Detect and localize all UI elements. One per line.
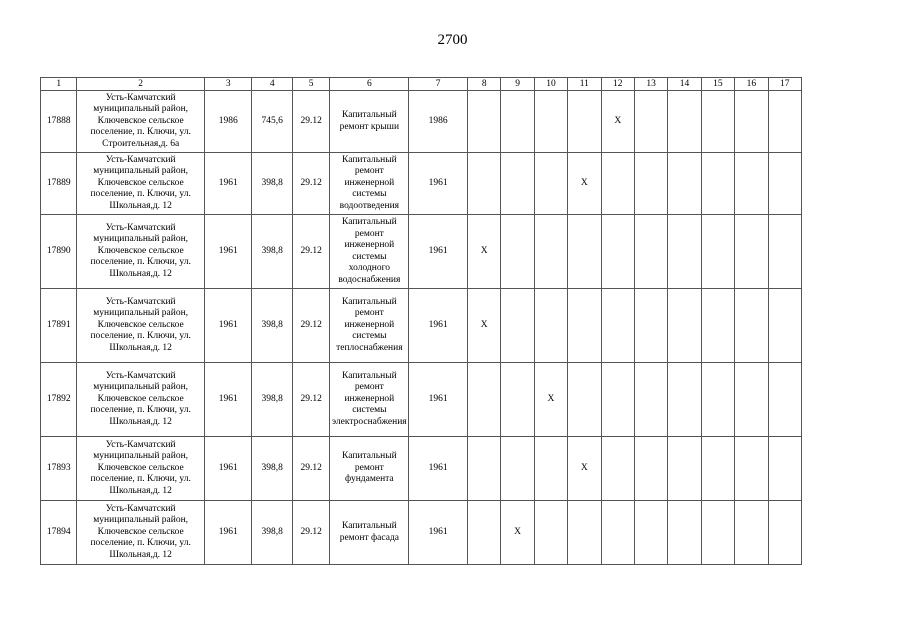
mark-cell: X — [468, 215, 501, 289]
empty-cell — [634, 501, 667, 565]
year-cell: 1961 — [204, 289, 252, 363]
mark-cell: X — [534, 363, 567, 437]
work-cell: Капитальный ремонт инженерной системы холодного водоснабжения — [330, 215, 409, 289]
empty-cell — [768, 363, 801, 437]
empty-cell — [735, 91, 768, 153]
empty-cell — [501, 363, 534, 437]
empty-cell — [768, 289, 801, 363]
empty-cell — [768, 91, 801, 153]
empty-cell — [468, 501, 501, 565]
empty-cell — [735, 437, 768, 501]
empty-cell — [735, 363, 768, 437]
area-cell: 398,8 — [252, 437, 292, 501]
empty-cell — [468, 153, 501, 215]
column-header: 5 — [292, 78, 329, 91]
work-year-cell: 1961 — [409, 289, 468, 363]
year-cell: 1961 — [204, 437, 252, 501]
empty-cell — [634, 289, 667, 363]
empty-cell — [701, 289, 734, 363]
empty-cell — [701, 91, 734, 153]
empty-cell — [501, 289, 534, 363]
area-cell: 745,6 — [252, 91, 292, 153]
empty-cell — [468, 437, 501, 501]
year-cell: 1961 — [204, 501, 252, 565]
code-cell: 29.12 — [292, 215, 329, 289]
address-cell: Усть-Камчатский муниципальный район, Ключевское сельское поселение, п. Ключи, ул. Школьная,д. 12 — [77, 289, 205, 363]
empty-cell — [468, 363, 501, 437]
work-cell: Капитальный ремонт инженерной системы водоотведения — [330, 153, 409, 215]
area-cell: 398,8 — [252, 153, 292, 215]
empty-cell — [501, 437, 534, 501]
work-year-cell: 1961 — [409, 363, 468, 437]
id-cell: 17892 — [41, 363, 77, 437]
table-row — [41, 437, 802, 501]
empty-cell — [768, 153, 801, 215]
empty-cell — [468, 91, 501, 153]
table-row — [41, 289, 802, 363]
empty-cell — [601, 501, 634, 565]
work-cell: Капитальный ремонт фундамента — [330, 437, 409, 501]
area-cell: 398,8 — [252, 289, 292, 363]
code-cell: 29.12 — [292, 289, 329, 363]
empty-cell — [534, 501, 567, 565]
work-year-cell: 1961 — [409, 501, 468, 565]
mark-cell: X — [468, 289, 501, 363]
column-header: 15 — [701, 78, 734, 91]
empty-cell — [568, 91, 601, 153]
empty-cell — [501, 91, 534, 153]
address-cell: Усть-Камчатский муниципальный район, Ключевское сельское поселение, п. Ключи, ул. Школьная,д. 12 — [77, 437, 205, 501]
area-cell: 398,8 — [252, 501, 292, 565]
empty-cell — [768, 215, 801, 289]
mark-cell: X — [501, 501, 534, 565]
work-year-cell: 1961 — [409, 215, 468, 289]
mark-cell: X — [568, 437, 601, 501]
empty-cell — [601, 215, 634, 289]
table-row — [41, 153, 802, 215]
column-header: 7 — [409, 78, 468, 91]
empty-cell — [735, 153, 768, 215]
empty-cell — [768, 501, 801, 565]
empty-cell — [735, 289, 768, 363]
empty-cell — [568, 215, 601, 289]
column-header: 4 — [252, 78, 292, 91]
empty-cell — [668, 153, 701, 215]
year-cell: 1961 — [204, 363, 252, 437]
address-cell: Усть-Камчатский муниципальный район, Ключевское сельское поселение, п. Ключи, ул. Школьная,д. 12 — [77, 363, 205, 437]
empty-cell — [701, 363, 734, 437]
empty-cell — [601, 363, 634, 437]
table-row — [41, 91, 802, 153]
id-cell: 17890 — [41, 215, 77, 289]
work-year-cell: 1986 — [409, 91, 468, 153]
empty-cell — [668, 289, 701, 363]
area-cell: 398,8 — [252, 363, 292, 437]
empty-cell — [701, 215, 734, 289]
empty-cell — [568, 363, 601, 437]
empty-cell — [601, 437, 634, 501]
empty-cell — [601, 153, 634, 215]
code-cell: 29.12 — [292, 363, 329, 437]
empty-cell — [668, 437, 701, 501]
empty-cell — [768, 437, 801, 501]
column-header: 12 — [601, 78, 634, 91]
empty-cell — [634, 437, 667, 501]
column-header: 13 — [634, 78, 667, 91]
empty-cell — [701, 153, 734, 215]
empty-cell — [534, 153, 567, 215]
column-header: 9 — [501, 78, 534, 91]
area-cell: 398,8 — [252, 215, 292, 289]
empty-cell — [735, 215, 768, 289]
year-cell: 1961 — [204, 215, 252, 289]
column-header: 10 — [534, 78, 567, 91]
empty-cell — [534, 289, 567, 363]
work-cell: Капитальный ремонт инженерной системы теплоснабжения — [330, 289, 409, 363]
work-year-cell: 1961 — [409, 437, 468, 501]
empty-cell — [701, 437, 734, 501]
empty-cell — [534, 91, 567, 153]
register-table — [40, 77, 802, 565]
empty-cell — [701, 501, 734, 565]
id-cell: 17894 — [41, 501, 77, 565]
address-cell: Усть-Камчатский муниципальный район, Ключевское сельское поселение, п. Ключи, ул. Школьная,д. 12 — [77, 153, 205, 215]
table-row — [41, 363, 802, 437]
column-header: 8 — [468, 78, 501, 91]
column-header: 1 — [41, 78, 77, 91]
code-cell: 29.12 — [292, 91, 329, 153]
id-cell: 17889 — [41, 153, 77, 215]
empty-cell — [534, 437, 567, 501]
column-header: 11 — [568, 78, 601, 91]
work-cell: Капитальный ремонт крыши — [330, 91, 409, 153]
work-year-cell: 1961 — [409, 153, 468, 215]
column-header: 14 — [668, 78, 701, 91]
mark-cell: X — [601, 91, 634, 153]
empty-cell — [668, 91, 701, 153]
column-number-row — [41, 78, 802, 91]
year-cell: 1986 — [204, 91, 252, 153]
address-cell: Усть-Камчатский муниципальный район, Ключевское сельское поселение, п. Ключи, ул. Школьная,д. 12 — [77, 215, 205, 289]
page-number: 2700 — [437, 32, 468, 48]
address-cell: Усть-Камчатский муниципальный район, Ключевское сельское поселение, п. Ключи, ул. Школьная,д. 12 — [77, 501, 205, 565]
empty-cell — [601, 289, 634, 363]
column-header: 16 — [735, 78, 768, 91]
column-header: 3 — [204, 78, 252, 91]
mark-cell: X — [568, 153, 601, 215]
empty-cell — [568, 289, 601, 363]
code-cell: 29.12 — [292, 153, 329, 215]
empty-cell — [668, 363, 701, 437]
year-cell: 1961 — [204, 153, 252, 215]
table-row — [41, 501, 802, 565]
empty-cell — [634, 91, 667, 153]
id-cell: 17891 — [41, 289, 77, 363]
empty-cell — [534, 215, 567, 289]
column-header: 6 — [330, 78, 409, 91]
empty-cell — [501, 153, 534, 215]
empty-cell — [668, 215, 701, 289]
work-cell: Капитальный ремонт фасада — [330, 501, 409, 565]
empty-cell — [634, 363, 667, 437]
empty-cell — [668, 501, 701, 565]
code-cell: 29.12 — [292, 501, 329, 565]
empty-cell — [735, 501, 768, 565]
code-cell: 29.12 — [292, 437, 329, 501]
empty-cell — [634, 153, 667, 215]
id-cell: 17888 — [41, 91, 77, 153]
column-header: 2 — [77, 78, 205, 91]
address-cell: Усть-Камчатский муниципальный район, Ключевское сельское поселение, п. Ключи, ул. Строительная,д. 6а — [77, 91, 205, 153]
empty-cell — [501, 215, 534, 289]
work-cell: Капитальный ремонт инженерной системы электроснабжения — [330, 363, 409, 437]
column-header: 17 — [768, 78, 801, 91]
empty-cell — [568, 501, 601, 565]
id-cell: 17893 — [41, 437, 77, 501]
empty-cell — [634, 215, 667, 289]
table-row — [41, 215, 802, 289]
